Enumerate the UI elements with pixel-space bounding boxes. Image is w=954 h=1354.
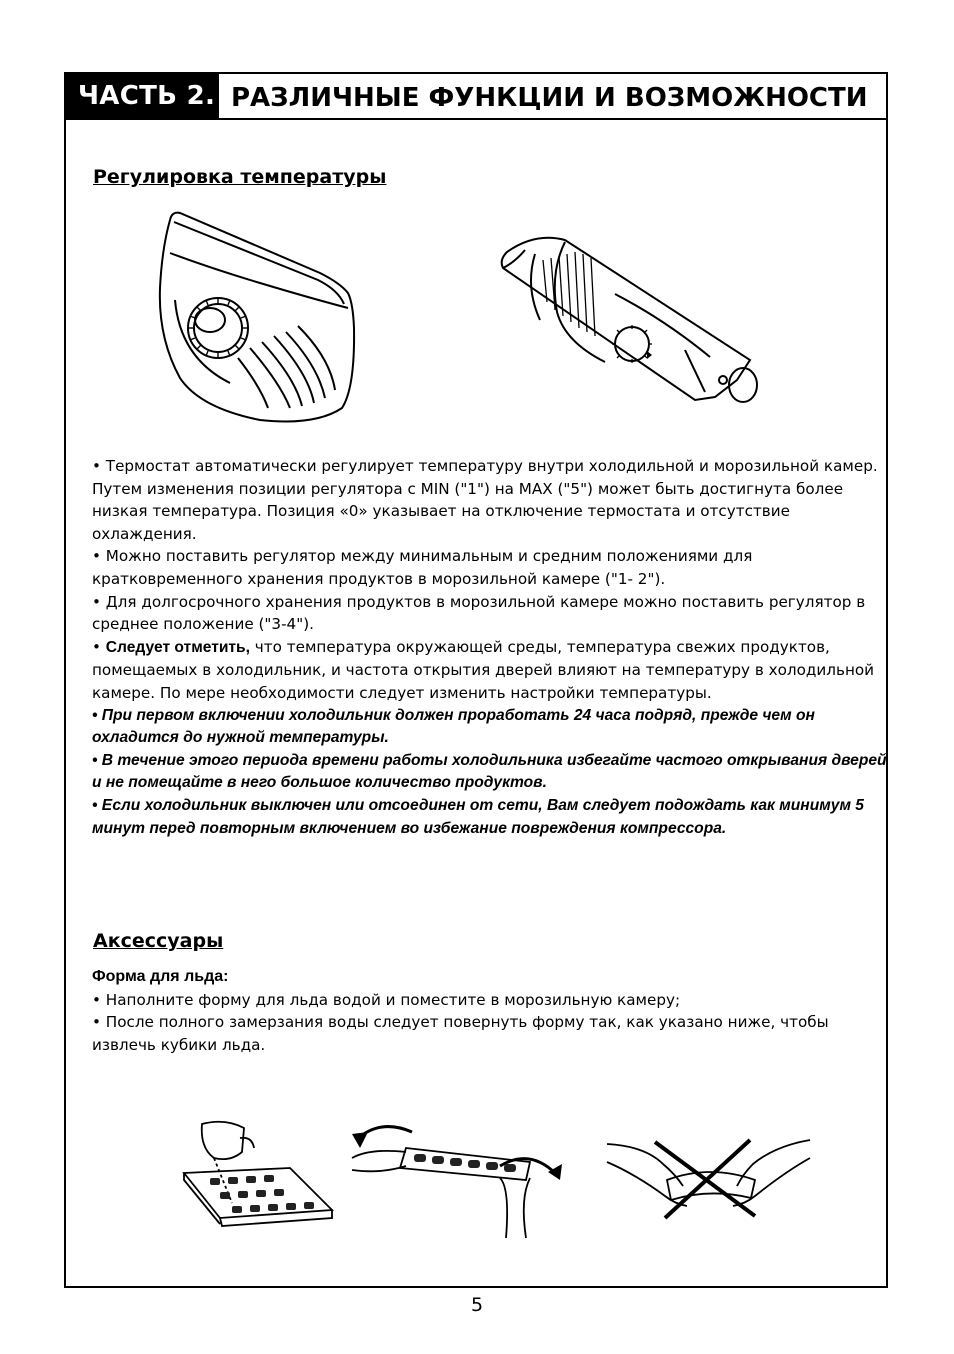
temperature-heading: Регулировка температуры xyxy=(93,166,387,188)
accessory-item: • После полного замерзания воды следует повернуть форму так, как указано ниже, чтобы извлечь кубики льда. xyxy=(92,1013,829,1054)
warning-text: • Если холодильник выключен или отсоединен от сети, Вам следует подождать как минимум 5 минут перед повторным включением во избежание повреждения компрессора. xyxy=(92,796,864,837)
temperature-paragraph: • Можно поставить регулятор между минимальным и средним положениями для кратковременного хранения продуктов в морозильной камере ("1- 2"). xyxy=(92,547,753,588)
warning-text: • В течение этого периода времени работы холодильника избегайте частого открывания дверей и не помещайте в него большое количество продуктов. xyxy=(92,751,887,792)
section-part-label: ЧАСТЬ 2. xyxy=(66,74,219,120)
note-bullet: • xyxy=(92,637,106,656)
thermostat-cylinder-illustration xyxy=(495,232,765,412)
temperature-paragraph: • Для долгосрочного хранения продуктов в морозильной камере можно поставить регулятор в среднее положение ("3-4"). xyxy=(92,592,866,634)
temperature-paragraph: • Термостат автоматически регулирует температуру внутри холодильной и морозильной камер. Путем изменения позиции регулятора с MIN ("1") на MAX ("5") может быть достигнута более низкая температура. Позиция «0» указывает на отключение термостата и отсутствие охлаждения. xyxy=(92,457,878,543)
temperature-text xyxy=(92,455,892,840)
note-text: что температура окружающей среды, температура свежих продуктов, помещаемых в холодильник, и частота открытия дверей влияют на температуру в холодильной камере. По мере необходимости следует изменить настройки температуры. xyxy=(92,637,875,702)
section-title: РАЗЛИЧНЫЕ ФУНКЦИИ И ВОЗМОЖНОСТИ xyxy=(219,74,886,120)
ice-tray-heading: Форма для льда: xyxy=(92,968,229,985)
note-bold: Следует отметить, xyxy=(105,638,250,656)
warning-text: • При первом включении холодильник должен проработать 24 часа подряд, прежде чем он охладится до нужной температуры. xyxy=(92,706,815,747)
accessories-heading: Аксессуары xyxy=(93,930,224,952)
page-number: 5 xyxy=(470,1294,484,1316)
accessory-item: • Наполните форму для льда водой и поместите в морозильную камеру; xyxy=(92,990,681,1009)
ice-tray-twist-illustration xyxy=(350,1118,570,1243)
temperature-note xyxy=(92,636,892,705)
ice-tray-wrong-method-illustration xyxy=(605,1134,815,1224)
accessories-text xyxy=(92,966,892,1056)
ice-tray-fill-illustration xyxy=(180,1118,340,1233)
thermostat-housing-illustration xyxy=(150,208,360,428)
